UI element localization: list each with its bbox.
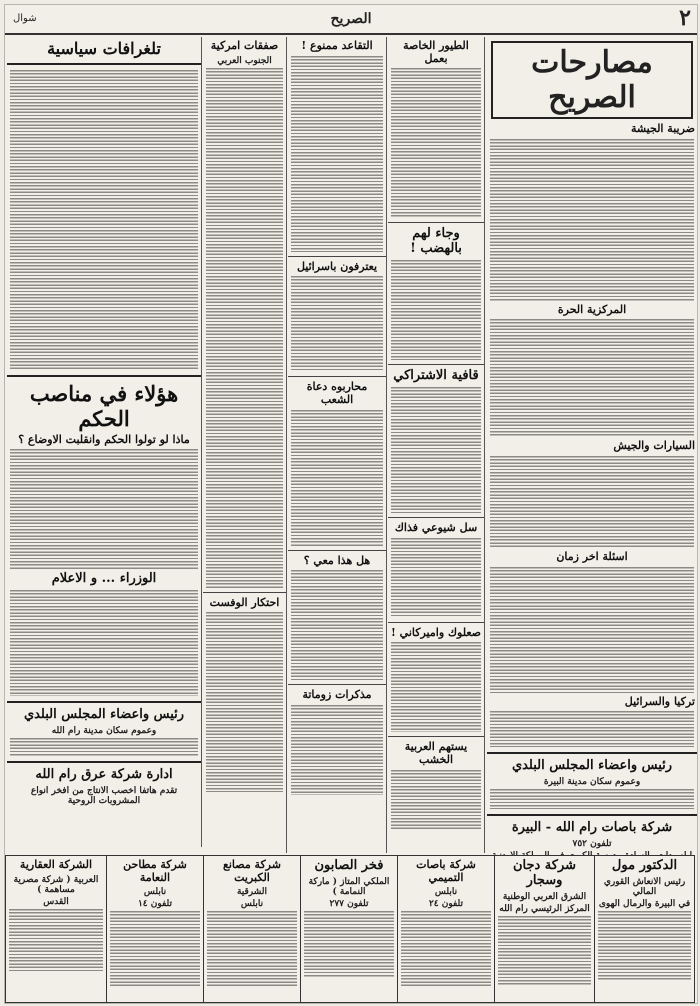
ad-title: شركة باصات التميمي: [416, 858, 476, 884]
article-body: [391, 260, 481, 360]
article-body: [391, 387, 481, 513]
column-rule: [484, 37, 485, 853]
column-two: [388, 37, 484, 853]
telegrams-body: [10, 70, 198, 370]
section-heading: السيارات والجيش: [613, 439, 695, 453]
page-header: [5, 5, 697, 35]
ad-title: شركة باصات رام الله - البيرة: [511, 820, 673, 836]
divider: [7, 761, 201, 763]
ad-line: المركز الرئيسي رام الله: [499, 903, 590, 914]
ad-title: الشركة العقارية: [19, 858, 93, 871]
column-four: [203, 37, 286, 853]
ad-title: شركة مصانع الكبريت: [223, 858, 281, 884]
divider: [388, 364, 484, 365]
column-editorial: [487, 37, 697, 853]
divider: [288, 376, 386, 377]
article-body: [10, 590, 198, 696]
article-body: [490, 319, 694, 437]
article-headline: قافية الاشتراكي: [393, 368, 479, 384]
divider: [288, 550, 386, 551]
advertisement: [203, 855, 301, 1003]
section-heading: تركيا والسرائيل: [624, 694, 695, 708]
article-headline: مذكرات زوماتة: [302, 688, 372, 702]
article-headline: احتكار الوفست: [209, 595, 280, 609]
column-telegrams: [7, 37, 201, 853]
article-body: [10, 449, 198, 569]
divider: [487, 752, 697, 754]
divider: [388, 517, 484, 518]
ad-subtitle: الشرقية: [236, 887, 268, 898]
ad-line: نابلس: [240, 899, 264, 910]
advertisement: [5, 855, 107, 1003]
issue-date: شوال: [13, 13, 37, 24]
column-rule: [201, 37, 202, 847]
ad-title: شركة دجان وسجار: [512, 858, 577, 888]
article-headline: الوزراء ... و الاعلام: [51, 571, 157, 587]
newspaper-page: [4, 4, 698, 1004]
divider: [288, 256, 386, 257]
article-subhead: الجنوب العربي: [217, 55, 272, 66]
divider: [388, 222, 484, 223]
ad-line: تقدم هاتفا اخصب الانتاج من افخر انواع المشروبات الروحية: [30, 786, 178, 807]
ad-subtitle: رئيس الانعاش القوري المالي: [603, 876, 686, 897]
advertisement: [594, 855, 695, 1003]
ad-line: تلفون ٢٤: [428, 899, 464, 910]
ad-body: [598, 911, 691, 981]
ad-line: في البيرة والرمال الهوى: [598, 898, 691, 909]
ad-title: رئيس واعضاء المجلس البلدي: [511, 758, 673, 774]
article-body: [206, 612, 283, 792]
divider: [388, 622, 484, 623]
ad-subtitle: نابلس: [434, 887, 458, 898]
ad-title: رئيس واعضاء المجلس البلدي: [23, 707, 185, 723]
divider: [7, 375, 201, 377]
section-heading: ضريبة الجيشة: [630, 122, 695, 135]
ad-subtitle: الشرق العربي الوطنية: [502, 891, 587, 902]
ad-subtitle: تلفون ٧٥٢: [572, 839, 612, 850]
divider: [7, 63, 201, 65]
divider: [7, 701, 201, 703]
article-headline: يعترفون باسرائيل: [296, 259, 378, 273]
article-body: [291, 410, 383, 546]
ad-line: تلفون ٢٧٧: [329, 898, 369, 909]
article-headline: صعلوك واميركاني !: [391, 625, 481, 639]
ad-body: [498, 916, 591, 986]
divider: [288, 684, 386, 685]
ad-title: شركة مطاحن النعامة: [123, 858, 187, 884]
ad-subtitle: وعموم سكان مدينة البيرة: [543, 777, 641, 788]
article-headline: سل شيوعي فذاك: [394, 521, 478, 535]
advertisement: [397, 855, 495, 1003]
divider: [203, 592, 286, 593]
column-three: [288, 37, 386, 853]
column-rule: [286, 37, 287, 853]
ad-subtitle: نابلس: [143, 887, 167, 898]
article-body: [291, 56, 383, 252]
ad-body: [304, 911, 394, 977]
section-heading: اسئلة اخر زمان: [556, 549, 628, 563]
ad-title: الدكتور مول: [611, 858, 678, 873]
divider: [487, 814, 697, 816]
article-body: [391, 642, 481, 732]
advertisement: [300, 855, 398, 1003]
ad-body: [401, 911, 491, 987]
ad-subtitle: وعموم سكان مدينة رام الله: [51, 726, 157, 737]
divider: [388, 736, 484, 737]
article-body: [490, 567, 694, 693]
lead-headline: هؤلاء في مناصب الحكم: [29, 381, 179, 431]
lead-subheadline: ماذا لو تولوا الحكم وانقلبت الاوضاع ؟: [18, 432, 190, 446]
article-headline: هل هذا معي ؟: [303, 553, 371, 567]
ad-line: تلفون ١٤: [137, 899, 173, 910]
article-body: [391, 770, 481, 830]
article-body: [490, 139, 694, 301]
article-body: [206, 68, 283, 588]
ad-subtitle: الملكي المتاز ( ماركة النمامة ): [308, 876, 390, 897]
article-body: [291, 570, 383, 680]
ad-body: [10, 738, 198, 756]
ad-subtitle: العربية ( شركة مصرية مساهمة ): [13, 874, 99, 895]
ad-body: [9, 909, 103, 973]
article-body: [291, 705, 383, 795]
ad-body: [490, 789, 694, 809]
section-heading: المركزية الحرة: [557, 302, 627, 316]
ad-line: القدس: [43, 896, 69, 907]
article-body: [490, 711, 694, 747]
article-body: [391, 68, 481, 218]
ad-title: فخر الصابون: [314, 858, 384, 873]
ad-title: ادارة شركة عرق رام الله: [35, 767, 173, 783]
article-headline: وجاء لهم بالهضب !: [410, 226, 462, 257]
article-headline: يستهم العربية الخشب: [404, 740, 468, 767]
page-number: ٢: [679, 5, 691, 31]
advertisement: [106, 855, 204, 1003]
article-headline: صفقات امركية: [210, 39, 279, 52]
paper-title: الصريح: [330, 11, 372, 27]
column-logo: مصارحات الصريح: [491, 41, 693, 119]
article-body: [391, 538, 481, 618]
column-rule: [386, 37, 387, 853]
section-banner: تلغرافات سياسية: [47, 39, 161, 58]
article-body: [490, 456, 694, 548]
article-headline: التقاعد ممنوع !: [301, 39, 373, 52]
article-headline: الطيور الخاصة بعمل: [403, 39, 469, 65]
article-headline: محاربوه دعاة الشعب: [306, 380, 368, 406]
ad-body: [207, 911, 297, 987]
ad-body: [110, 911, 200, 987]
advertisement: [494, 855, 595, 1003]
article-body: [291, 276, 383, 372]
